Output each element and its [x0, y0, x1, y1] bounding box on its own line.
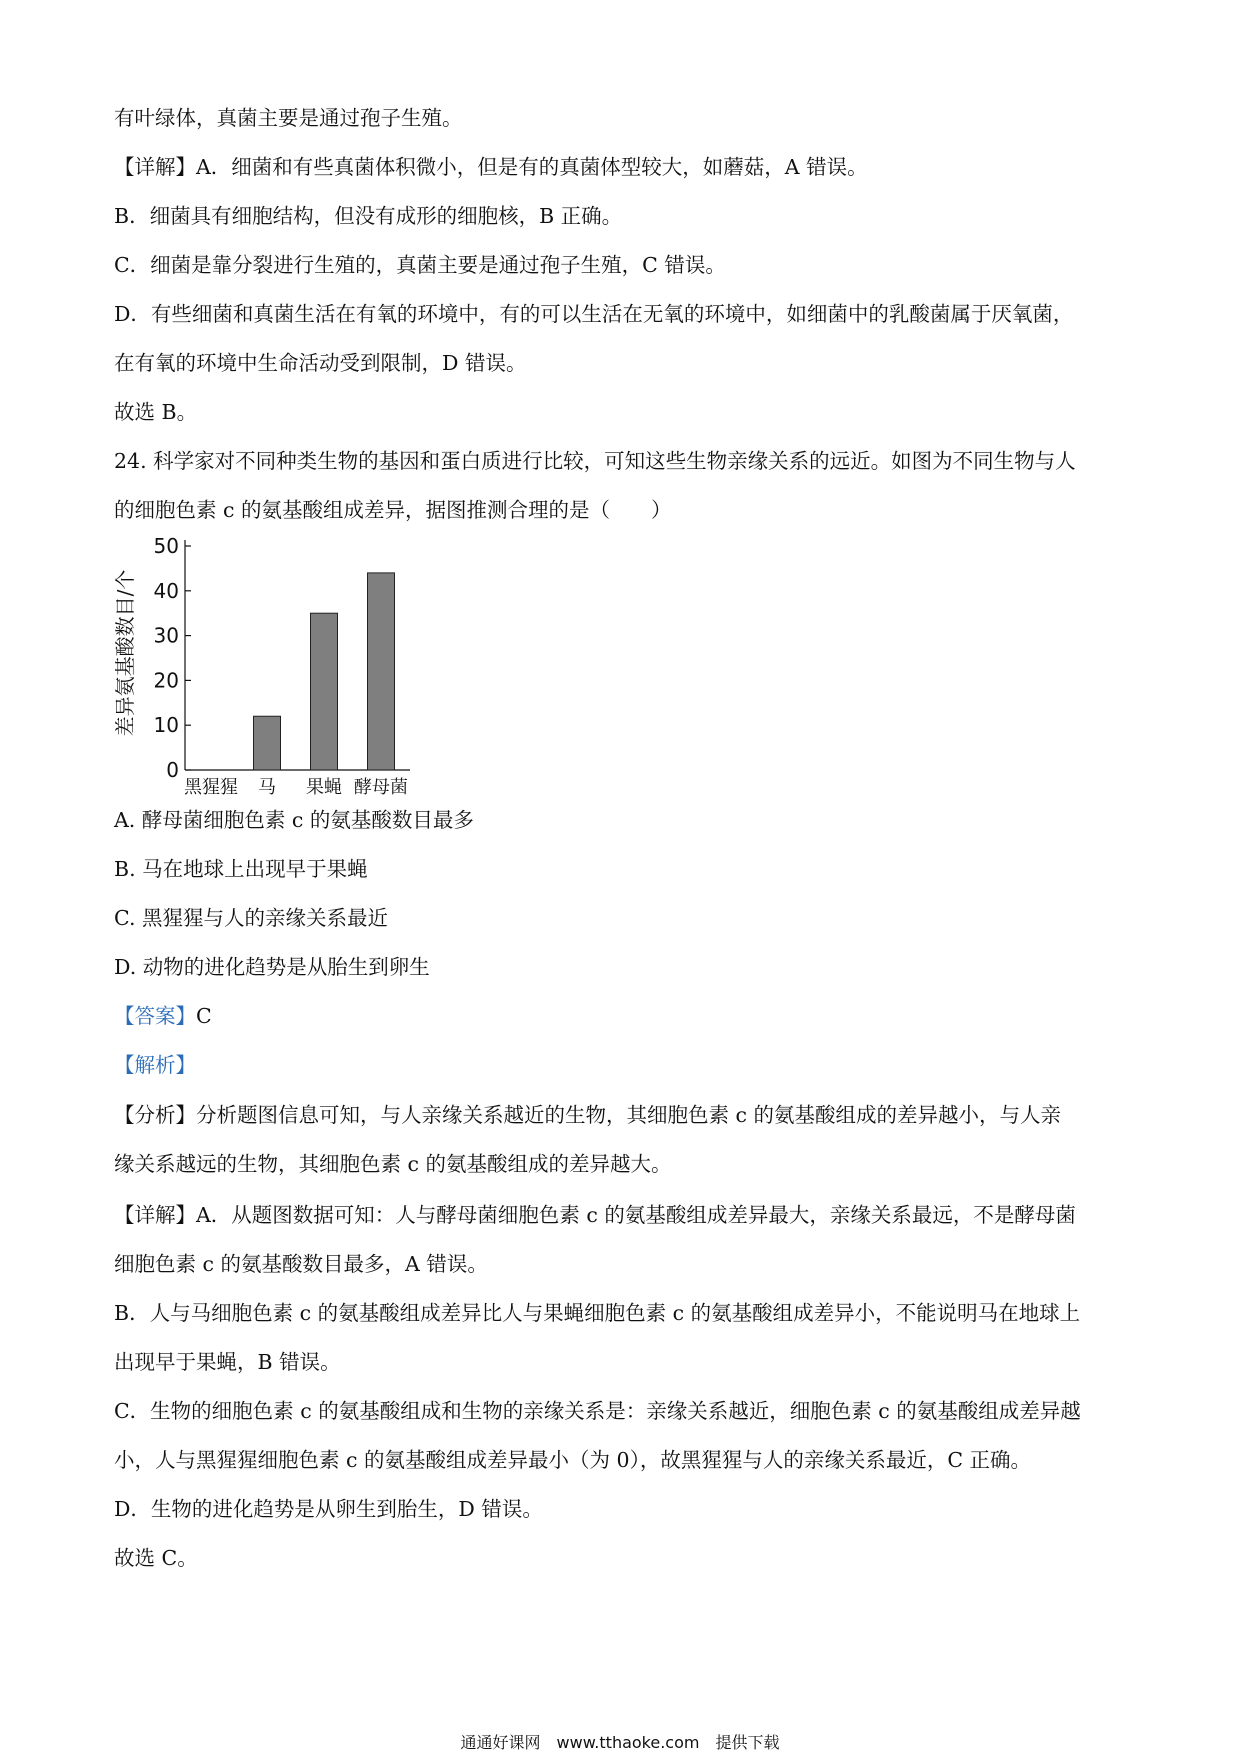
y-tick-label: 30	[153, 623, 179, 648]
paragraph-line: 【分析】分析题图信息可知，与人亲缘关系越近的生物，其细胞色素 c 的氨基酸组成的差异越小，与人亲	[114, 1103, 1062, 1127]
y-axis-label: 差异氨基酸数目/个	[113, 569, 137, 737]
paragraph-line: 有叶绿体，真菌主要是通过孢子生殖。	[114, 106, 463, 130]
paragraph-line: 故选 B。	[114, 400, 198, 424]
y-tick-label: 0	[166, 758, 179, 782]
paragraph-line: 小，人与黑猩猩细胞色素 c 的氨基酸组成差异最小（为 0），故黑猩猩与人的亲缘关系最近，C 正确。	[114, 1448, 1032, 1472]
y-tick-label: 20	[153, 668, 179, 693]
paragraph-line: 故选 C。	[114, 1546, 198, 1570]
paragraph-line: C．生物的细胞色素 c 的氨基酸组成和生物的亲缘关系是：亲缘关系越近，细胞色素 c 的氨基酸组成差异越	[114, 1399, 1081, 1423]
paragraph-line: 出现早于果蝇，B 错误。	[114, 1350, 341, 1374]
paragraph-line: B．人与马细胞色素 c 的氨基酸组成差异比人与果蝇细胞色素 c 的氨基酸组成差异小，不能说明马在地球上	[114, 1301, 1081, 1325]
paragraph-line: 在有氧的环境中生命活动受到限制，D 错误。	[114, 351, 527, 375]
y-tick-label: 50	[153, 534, 179, 558]
question-text: 24. 科学家对不同种类生物的基因和蛋白质进行比较，可知这些生物亲缘关系的远近。如图为不同生物与人	[114, 449, 1076, 473]
paragraph-line: C．细菌是靠分裂进行生殖的，真菌主要是通过孢子生殖，C 错误。	[114, 253, 726, 277]
y-tick-label: 40	[153, 578, 179, 603]
x-tick-label: 酵母菌	[354, 777, 408, 798]
bar-2	[254, 716, 281, 770]
paragraph-line: 【详解】A．细菌和有些真菌体积微小，但是有的真菌体型较大，如蘑菇，A 错误。	[114, 155, 868, 179]
analysis-label: 【解析】	[114, 1053, 196, 1077]
bar-4	[368, 573, 395, 770]
paragraph-line: B．细菌具有细胞结构，但没有成形的细胞核，B 正确。	[114, 204, 623, 228]
amino-acid-difference-chart	[108, 530, 428, 800]
option-a: A. 酵母菌细胞色素 c 的氨基酸数目最多	[114, 808, 474, 832]
paragraph-line: D．生物的进化趋势是从卵生到胎生，D 错误。	[114, 1497, 543, 1521]
paragraph-line: 【详解】A．从题图数据可知：人与酵母菌细胞色素 c 的氨基酸组成差异最大，亲缘关系最远，不是酵母菌	[114, 1203, 1076, 1227]
footer-text: 通通好课网 www.tthaoke.com 提供下载	[460, 1733, 780, 1752]
x-tick-label: 黑猩猩	[184, 777, 238, 798]
option-d: D. 动物的进化趋势是从胎生到卵生	[114, 955, 430, 979]
answer-label: 【答案】	[114, 1004, 196, 1028]
answer-line	[114, 1002, 212, 1030]
question-text: 的细胞色素 c 的氨基酸组成差异，据图推测合理的是（ ）	[114, 498, 672, 522]
paragraph-line: D．有些细菌和真菌生活在有氧的环境中，有的可以生活在无氧的环境中，如细菌中的乳酸菌属于厌氧菌，	[114, 302, 1074, 326]
option-c: C. 黑猩猩与人的亲缘关系最近	[114, 906, 388, 930]
paragraph-line: 细胞色素 c 的氨基酸数目最多，A 错误。	[114, 1252, 488, 1276]
option-b: B. 马在地球上出现早于果蝇	[114, 857, 368, 881]
x-tick-label: 马	[258, 777, 276, 798]
x-tick-label: 果蝇	[306, 777, 342, 798]
y-tick-label: 10	[153, 713, 179, 738]
bar-3	[311, 613, 338, 770]
answer-value: C	[196, 1004, 212, 1028]
paragraph-line: 缘关系越远的生物，其细胞色素 c 的氨基酸组成的差异越大。	[114, 1152, 672, 1176]
